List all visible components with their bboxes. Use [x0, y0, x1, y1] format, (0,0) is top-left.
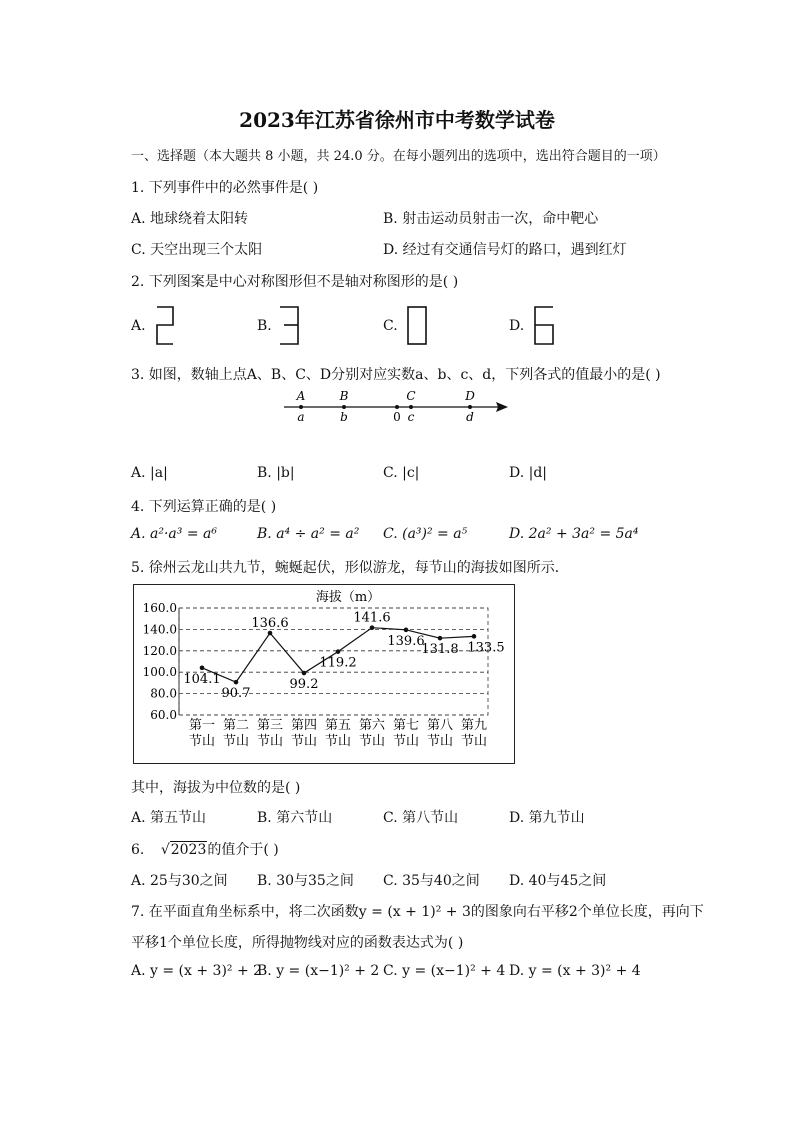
q7-option-c: C. y = (x−1)² + 4 [383, 963, 506, 979]
y-tick-label: 80.0 [150, 686, 177, 701]
q7-stem-line1: 7. 在平面直角坐标系中，将二次函数y = (x + 1)² + 3的图象向右平移2个单位长度，再向下 [131, 904, 704, 920]
x-tick-label: 节山 [392, 734, 420, 749]
q3-option-a: A. |a| [131, 465, 168, 481]
q5-stem: 5. 徐州云龙山共九节，蜿蜒起伏，形似游龙，每节山的海拔如图所示． [131, 560, 569, 576]
number-line-point [395, 405, 399, 409]
y-tick-label: 100.0 [142, 665, 177, 680]
number-line-point [468, 405, 472, 409]
section-heading: 一、选择题（本大题共 8 小题，共 24.0 分。在每小题列出的选项中，选出符合题目的一项） [131, 149, 666, 164]
q1-option-b: B. 射击运动员射击一次，命中靶心 [383, 211, 599, 227]
q7-stem-line2: 平移1个单位长度，所得抛物线对应的函数表达式为( ) [131, 935, 464, 951]
data-label: 119.2 [319, 655, 357, 671]
x-tick-label: 节山 [426, 734, 454, 749]
x-tick-label: 第一 [188, 718, 216, 733]
q5-option-c: C. 第八节山 [383, 810, 459, 826]
chart-title: 海拔（m） [315, 590, 381, 605]
q2-option-a: A. [131, 318, 146, 334]
digit-2-figure [148, 304, 178, 348]
q7-option-d: D. y = (x + 3)² + 4 [509, 963, 641, 979]
number-line [280, 388, 520, 428]
x-tick-label: 第四 [290, 718, 318, 733]
point-value-label: 0 [393, 410, 401, 424]
q2-option-d: D. [509, 318, 525, 334]
data-label: 131.8 [421, 642, 459, 658]
q3-option-c: C. |c| [383, 465, 420, 481]
data-point [472, 634, 477, 639]
point-label: C [406, 389, 416, 403]
x-tick-label: 第三 [256, 718, 284, 733]
y-tick-label: 160.0 [142, 601, 177, 615]
x-tick-label: 节山 [222, 734, 250, 749]
point-label: B [339, 389, 349, 403]
q7-option-b: B. y = (x−1)² + 2 [257, 963, 380, 979]
data-point [268, 631, 273, 636]
data-label: 136.6 [251, 616, 289, 632]
q4-option-c: C. (a³)² = a⁵ [383, 526, 468, 542]
x-tick-label: 节山 [358, 734, 386, 749]
y-tick-label: 120.0 [142, 643, 177, 658]
data-point [336, 649, 341, 654]
digit-3-figure [274, 304, 304, 348]
data-label: 90.7 [221, 686, 251, 702]
x-tick-label: 节山 [256, 734, 284, 749]
data-point [200, 666, 205, 671]
x-tick-label: 第七 [392, 718, 420, 733]
q6-option-d: D. 40与45之间 [509, 873, 607, 889]
q1-option-c: C. 天空出现三个太阳 [131, 242, 263, 258]
x-tick-label: 第五 [324, 718, 352, 733]
data-point [234, 680, 239, 685]
x-tick-label: 第九 [460, 718, 488, 733]
point-value-label: c [407, 410, 415, 424]
q4-option-d: D. 2a² + 3a² = 5a⁴ [509, 526, 639, 542]
x-tick-label: 节山 [290, 734, 318, 749]
q7-option-a: A. y = (x + 3)² + 2 [131, 963, 263, 979]
digit-6-figure [526, 304, 556, 348]
q5-follow: 其中，海拔为中位数的是( ) [131, 780, 301, 796]
point-value-label: d [466, 410, 474, 424]
q5-option-d: D. 第九节山 [509, 810, 585, 826]
radicand: 2023 [170, 842, 207, 858]
point-label: D [465, 389, 475, 403]
q1-option-d: D. 经过有交通信号灯的路口，遇到红灯 [383, 242, 627, 258]
q2-option-b: B. [257, 318, 272, 334]
data-label: 141.6 [353, 610, 391, 626]
y-tick-label: 60.0 [150, 708, 177, 722]
number-line-point [409, 405, 413, 409]
x-tick-label: 节山 [324, 734, 352, 749]
data-label: 99.2 [289, 677, 319, 693]
x-tick-label: 第八 [426, 718, 454, 733]
number-line-point [342, 405, 346, 409]
data-point [302, 671, 307, 676]
q2-stem: 2. 下列图案是中心对称图形但不是轴对称图形的是( ) [131, 274, 459, 290]
q3-stem: 3. 如图，数轴上点A、B、C、D分别对应实数a、b、c、d，下列各式的值最小的是( ) [131, 367, 661, 383]
data-label: 104.1 [183, 671, 221, 687]
point-label: A [296, 389, 306, 403]
q4-option-a: A. a²·a³ = a⁶ [131, 526, 217, 542]
page-title: 2023年江苏省徐州市中考数学试卷 [239, 108, 555, 132]
q6-option-a: A. 25与30之间 [131, 873, 228, 889]
point-value-label: a [297, 410, 305, 424]
q5-option-b: B. 第六节山 [257, 810, 333, 826]
q6-option-b: B. 30与35之间 [257, 873, 354, 889]
data-point [370, 625, 375, 630]
q6-stem-rest: 的值介于( ) [207, 842, 279, 858]
number-line-point [299, 405, 303, 409]
q4-option-b: B. a⁴ ÷ a² = a² [257, 526, 360, 542]
q1-stem: 1. 下列事件中的必然事件是( ) [131, 180, 319, 196]
q6-option-c: C. 35与40之间 [383, 873, 480, 889]
x-tick-label: 第二 [222, 718, 250, 733]
y-tick-label: 140.0 [142, 622, 177, 637]
q2-option-c: C. [383, 318, 398, 334]
x-tick-label: 第六 [358, 718, 386, 733]
data-point [438, 636, 443, 641]
q3-option-b: B. |b| [257, 465, 295, 481]
point-value-label: b [340, 410, 348, 424]
x-tick-label: 节山 [188, 734, 216, 749]
data-label: 139.6 [387, 633, 425, 649]
q5-option-a: A. 第五节山 [131, 810, 207, 826]
q6-stem [131, 839, 279, 859]
q6-number: 6. [131, 842, 145, 858]
sqrt-sign: √ [160, 842, 170, 858]
q3-option-d: D. |d| [509, 465, 548, 481]
digit-0-figure [400, 304, 430, 348]
data-label: 133.5 [467, 640, 505, 656]
altitude-chart [133, 584, 515, 765]
q4-stem: 4. 下列运算正确的是( ) [131, 499, 277, 515]
data-point [404, 628, 409, 633]
x-tick-label: 节山 [460, 734, 488, 749]
q1-option-a: A. 地球绕着太阳转 [131, 211, 249, 227]
